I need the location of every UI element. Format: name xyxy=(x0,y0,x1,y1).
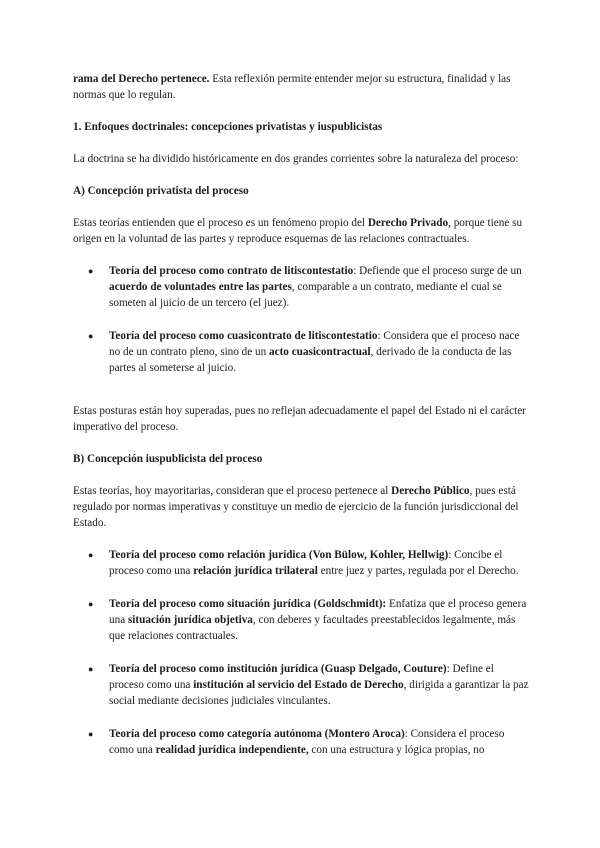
item-text: Enfatiza que el proceso genera una xyxy=(109,598,527,626)
item-text: : Define el proceso como una xyxy=(109,663,494,691)
intro-bold: rama del Derecho pertenece. xyxy=(73,73,210,85)
item-text: : Considera que el proceso nace no de un contrato pleno, sino de un xyxy=(109,330,520,358)
list-item xyxy=(73,726,529,758)
section-1-intro: La doctrina se ha dividido históricamente en dos grandes corrientes sobre la naturaleza del proceso: xyxy=(73,153,519,165)
section-1-title: 1. Enfoques doctrinales: concepciones privatistas y iuspublicistas xyxy=(73,121,383,133)
bullet-icon: ● xyxy=(88,550,94,560)
item-bold: relación jurídica trilateral xyxy=(193,565,318,577)
section-a-list xyxy=(73,263,529,376)
item-bold: situación jurídica objetiva xyxy=(127,614,253,626)
item-bold: institución al servicio del Estado de Derecho xyxy=(193,679,404,691)
item-text-end: , derivado de la conducta de las partes al someterse al juicio. xyxy=(109,346,512,374)
item-text-end: , dirigida a garantizar la paz social mediante decisiones judiciales vinculantes. xyxy=(109,679,529,707)
item-text: : Considera el proceso como una xyxy=(109,728,505,756)
item-term: Teoría del proceso como situación jurídica (Goldschmidt): xyxy=(109,598,387,610)
bullet-icon: ● xyxy=(88,331,94,341)
item-text: : Concibe el proceso como una xyxy=(109,549,503,577)
section-a-paragraph xyxy=(73,215,529,247)
bullet-icon: ● xyxy=(88,266,94,276)
bullet-icon: ● xyxy=(88,599,94,609)
list-item xyxy=(73,547,529,579)
section-a-bold: Derecho Privado xyxy=(367,217,449,229)
item-term: Teoría del proceso como cuasicontrato de litiscontestatio xyxy=(109,330,378,342)
section-b-title: B) Concepción iuspublicista del proceso xyxy=(73,453,263,465)
section-b-list xyxy=(73,547,529,758)
item-text-end: con una estructura y lógica propias, no xyxy=(308,744,485,756)
item-bold: realidad jurídica independiente, xyxy=(155,744,309,756)
section-a-text: Estas teorías entienden que el proceso es un fenómeno propio del xyxy=(73,217,368,229)
item-bold: acuerdo de voluntades entre las partes xyxy=(109,281,292,293)
item-term: Teoría del proceso como categoría autónoma (Montero Aroca) xyxy=(109,728,405,740)
section-b-text-end: , pues está regulado por normas imperativas y constituye un medio de ejercicio de la función jurisdiccional del Estado. xyxy=(73,485,519,529)
section-a-text-end: , porque tiene su origen en la voluntad de las partes y reproduce esquemas de las relaciones contractuales. xyxy=(73,217,523,245)
item-text-end: , comparable a un contrato, mediante el cual se someten al juicio de un tercero (el juez). xyxy=(109,281,502,309)
item-term: Teoría del proceso como contrato de litiscontestatio xyxy=(109,265,354,277)
section-a-title: A) Concepción privatista del proceso xyxy=(73,185,249,197)
intro-text: Esta reflexión permite entender mejor su estructura, finalidad y las normas que lo regulan. xyxy=(73,73,511,101)
bullet-icon: ● xyxy=(88,729,94,739)
list-item xyxy=(73,661,529,709)
list-item xyxy=(73,263,529,311)
item-text: : Defiende que el proceso surge de un xyxy=(353,265,522,277)
section-a-closing: Estas posturas están hoy superadas, pues no reflejan adecuadamente el papel del Estado ni el carácter imperativo del proceso. xyxy=(73,405,526,433)
intro-paragraph xyxy=(73,71,529,103)
section-b-bold: Derecho Público xyxy=(391,485,470,497)
item-term: Teoría del proceso como relación jurídica (Von Bülow, Kohler, Hellwig) xyxy=(109,549,449,561)
list-item xyxy=(73,596,529,644)
item-text-end: entre juez y partes, regulada por el Derecho. xyxy=(317,565,519,577)
section-b-text: Estas teorías, hoy mayoritarias, consideran que el proceso pertenece al xyxy=(73,485,392,497)
document-body xyxy=(73,71,529,774)
bullet-icon: ● xyxy=(88,664,94,674)
section-b-paragraph xyxy=(73,483,529,531)
item-bold: acto cuasicontractual xyxy=(269,346,371,358)
item-term: Teoría del proceso como institución jurídica (Guasp Delgado, Couture) xyxy=(109,663,447,675)
list-item xyxy=(73,328,529,376)
item-text-end: , con deberes y facultades preestablecidos legalmente, más que relaciones contractuales. xyxy=(109,614,516,642)
